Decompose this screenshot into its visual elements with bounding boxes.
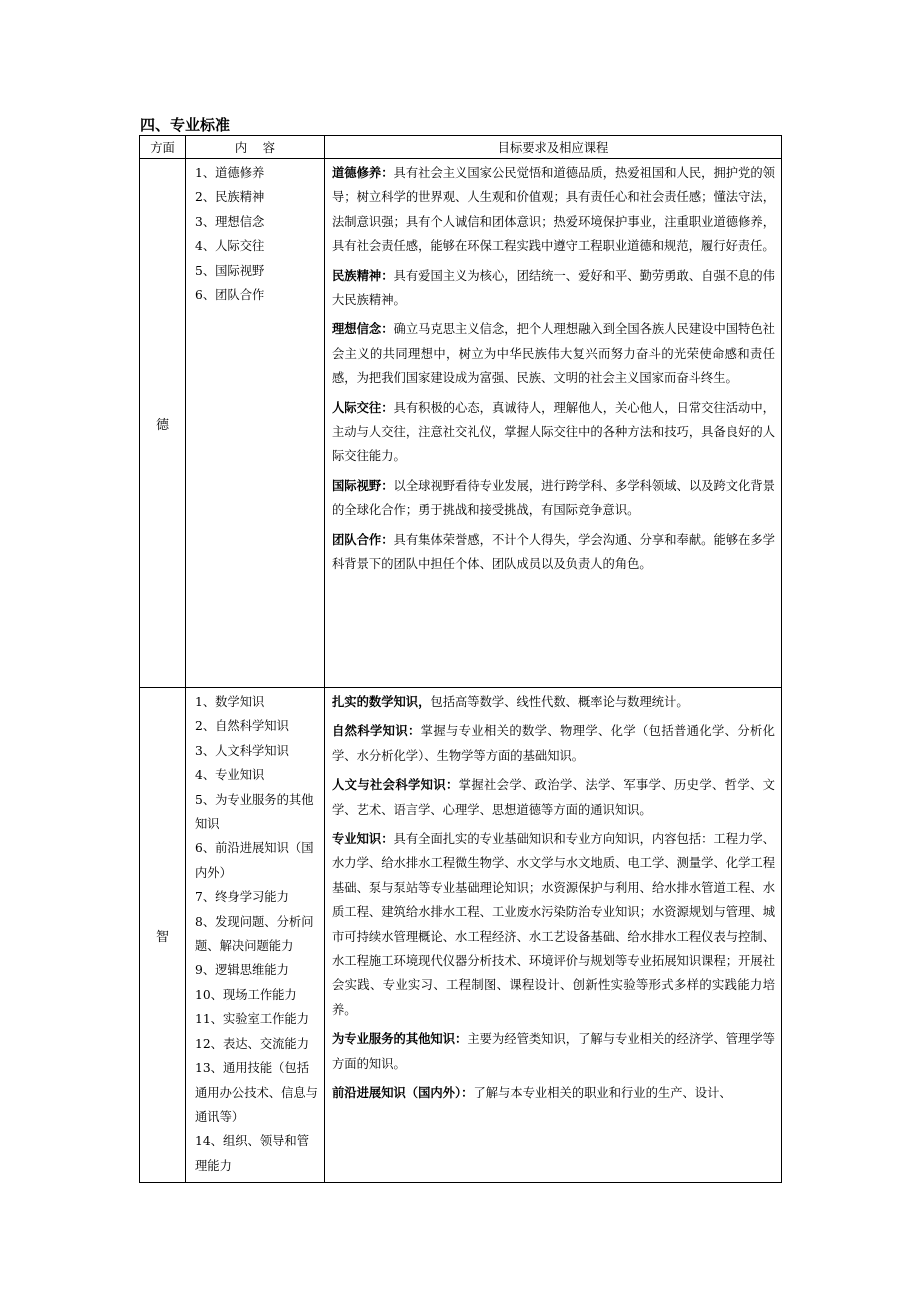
requirement-label: 专业知识 (332, 832, 382, 847)
requirement-label: 理想信念 (332, 322, 382, 337)
requirement-paragraph (332, 1027, 775, 1076)
requirement-separator: ： (381, 268, 394, 283)
content-item: 14、组织、领导和管理能力 (195, 1134, 310, 1173)
aspect-cell: 德 (140, 159, 186, 688)
content-item: 6、前沿进展知识（国内外） (195, 841, 314, 880)
requirement-paragraph (332, 317, 775, 390)
requirement-separator: ： (455, 1032, 468, 1047)
content-item: 3、人文科学知识 (195, 743, 289, 758)
requirement-separator: ： (408, 724, 421, 739)
content-item: 8、发现问题、分析问题、解决问题能力 (195, 914, 314, 954)
requirement-paragraph (332, 719, 775, 768)
requirement-separator: ： (381, 322, 394, 337)
requirement-label: 人文与社会科学知识 (332, 778, 446, 793)
content-item: 9、逻辑思维能力 (195, 963, 289, 978)
content-item: 1、数学知识 (195, 695, 265, 709)
content-item: 10、现场工作能力 (195, 987, 297, 1002)
requirement-separator: ： (446, 778, 459, 793)
content-item: 5、为专业服务的其他知识 (195, 792, 314, 832)
content-item: 12、表达、交流能力 (195, 1036, 310, 1051)
content-item: 2、民族精神 (195, 190, 265, 205)
requirement-paragraph (332, 773, 775, 822)
requirement-text: 包括高等数学、线性代数、概率论与数理统计。 (430, 695, 689, 709)
requirement-text: 具有社会主义国家公民觉悟和道德品质，热爱祖国和人民，拥护党的领导；树立科学的世界观、人生观和价值观；具有责任心和社会责任感；懂法守法，法制意识强；具有个人诚信和团体意识；热爱环境保护事业，注重职业道德修养，具有社会责任感，能够在环保工程实践中遵守工程职业道德和规范，履行好责任。 (332, 166, 775, 254)
requirements-cell (325, 159, 782, 688)
requirement-separator: ： (381, 478, 394, 493)
requirement-paragraph (332, 161, 775, 259)
requirement-separator: ： (381, 166, 394, 180)
requirement-text: 确立马克思主义信念，把个人理想融入到全国各族人民建设中国特色社会主义的共同理想中，树立为中华民族伟大复兴而努力奋斗的光荣使命感和责任感，为把我们国家建设成为富强、民族、文明的社会主义国家而奋斗终生。 (332, 322, 775, 386)
content-item: 13、通用技能（包括通用办公技术、信息与通讯等） (195, 1061, 318, 1124)
content-item: 2、自然科学知识 (195, 719, 289, 734)
requirement-label: 人际交往 (332, 400, 382, 415)
requirement-separator: ， (418, 695, 431, 709)
requirement-text: 掌握社会学、政治学、法学、军事学、历史学、哲学、文学、艺术、语言学、心理学、思想道德等方面的通识知识。 (332, 778, 775, 817)
table-row-zhi (140, 688, 782, 1183)
table-header-row (140, 136, 782, 159)
content-list (186, 159, 324, 311)
requirement-text: 掌握与专业相关的数学、物理学、化学（包括普通化学、分析化学、水分析化学）、生物学等方面的基础知识。 (332, 724, 775, 763)
requirement-label: 国际视野 (332, 478, 382, 493)
requirements-cell (325, 688, 782, 1183)
requirement-text: 具有积极的心态，真诚待人，理解他人，关心他人，日常交往活动中，主动与人交往，注意社交礼仪，掌握人际交往中的各种方法和技巧，具备良好的人际交往能力。 (332, 400, 775, 464)
content-item: 11、实验室工作能力 (195, 1012, 310, 1027)
requirement-label: 道德修养 (332, 166, 382, 180)
content-item: 3、理想信念 (195, 214, 265, 229)
header-content: 内 容 (186, 136, 325, 159)
content-item: 4、专业知识 (195, 768, 265, 783)
requirement-label: 自然科学知识 (332, 724, 408, 739)
requirement-paragraph (332, 474, 775, 523)
content-item: 5、国际视野 (195, 263, 265, 278)
requirement-label: 为专业服务的其他知识 (332, 1032, 456, 1047)
requirement-text: 具有爱国主义为核心，团结统一、爱好和平、勤劳勇敢、自强不息的伟大民族精神。 (332, 268, 775, 308)
requirement-separator: ： (381, 532, 394, 547)
requirement-paragraph (332, 396, 775, 469)
content-item: 1、道德修养 (195, 166, 265, 180)
requirements-list (325, 688, 781, 1106)
requirement-paragraph (332, 827, 775, 1022)
requirement-text: 以全球视野看待专业发展，进行跨学科、多学科领域、以及跨文化背景的全球化合作；勇于挑战和接受挑战，有国际竞争意识。 (332, 478, 775, 518)
requirement-paragraph (332, 1081, 775, 1105)
aspect-cell: 智 (140, 688, 186, 1183)
content-item: 7、终身学习能力 (195, 890, 289, 905)
content-item: 4、人际交往 (195, 239, 265, 254)
content-cell (186, 159, 325, 688)
requirement-label: 团队合作 (332, 532, 382, 547)
table-row-de (140, 159, 782, 688)
requirement-label: 民族精神 (332, 268, 382, 283)
requirement-paragraph (332, 264, 775, 313)
content-item: 6、团队合作 (195, 288, 265, 303)
requirement-text: 具有全面扎实的专业基础知识和专业方向知识，内容包括：工程力学、水力学、给水排水工程微生物学、水文学与水文地质、电工学、测量学、化学工程基础、泵与泵站等专业基础理论知识；水资源保护与利用、给水排水管道工程、水质工程、建筑给水排水工程、工业废水污染防治专业知识；水资源规划与管理、城市可持续水管理概论、水工程经济、水工艺设备基础、给水排水工程仪表与控制、水工程施工环境现代仪器分析技术、环境评价与规划等专业拓展知识课程；开展社会实践、专业实习、工程制图、课程设计、创新性实验等形式多样的实践能力培养。 (332, 832, 775, 1017)
header-requirements: 目标要求及相应课程 (325, 136, 782, 159)
requirement-text: 主要为经管类知识，了解与专业相关的经济学、管理学等方面的知识。 (332, 1032, 775, 1071)
requirement-label: 扎实的数学知识 (332, 695, 419, 709)
requirement-separator: ： (381, 400, 394, 415)
header-aspect: 方面 (140, 136, 186, 159)
requirement-paragraph (332, 528, 775, 577)
requirement-label: 前沿进展知识（国内外） (332, 1086, 462, 1101)
content-list (186, 688, 324, 1182)
content-cell (186, 688, 325, 1183)
professional-standards-table (139, 135, 782, 1183)
requirement-text: 具有集体荣誉感，不计个人得失，学会沟通、分享和奉献。能够在多学科背景下的团队中担任个体、团队成员以及负责人的角色。 (332, 532, 775, 572)
requirement-separator: ： (381, 832, 394, 847)
requirement-separator: ： (461, 1086, 474, 1101)
requirement-text: 了解与本专业相关的职业和行业的生产、设计、 (473, 1086, 732, 1101)
requirements-list (325, 159, 781, 577)
requirement-paragraph (332, 690, 775, 714)
section-title: 四、专业标准 (140, 116, 231, 134)
